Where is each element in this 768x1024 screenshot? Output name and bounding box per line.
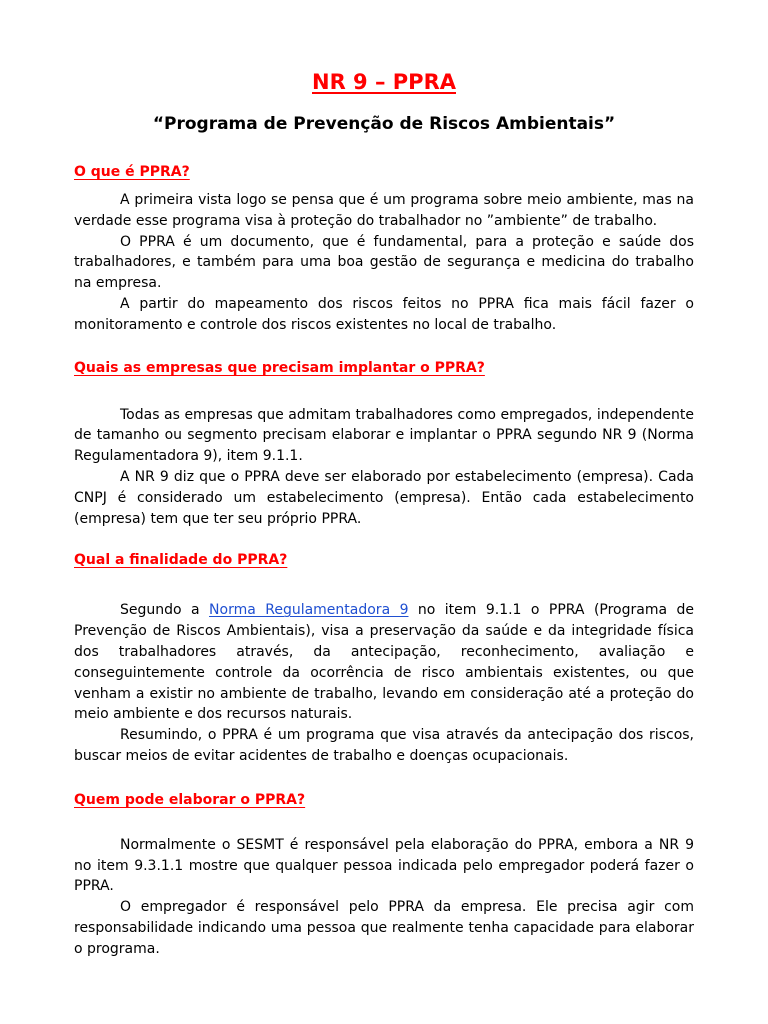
- paragraph-text: no item 9.1.1 o PPRA (Programa de Prevenção de Riscos Ambientais), visa a preservação da saúde e da integridade física dos trabalhadores através, da antecipação, reconhecimento, avaliação e conseguintemente controle da ocorrência de risco ambientais existentes, ou que venham a existir no ambiente de trabalho, levando em consideração até a proteção do meio ambiente e dos recursos naturais.: [74, 602, 694, 723]
- section-heading-text: Quais as empresas que precisam implantar o PPRA?: [74, 359, 485, 376]
- norma-regulamentadora-link[interactable]: Norma Regulamentadora 9: [209, 602, 409, 619]
- section-heading-what-is-ppra: [74, 162, 694, 182]
- paragraph: O PPRA é um documento, que é fundamental, para a proteção e saúde dos trabalhadores, e também para uma boa gestão de segurança e medicina do trabalho na empresa.: [74, 233, 694, 292]
- paragraph: Todas as empresas que admitam trabalhadores como empregados, independente de tamanho ou segmento precisam elaborar e implantar o PPRA segundo NR 9 (Norma Regulamentadora 9), item 9.1.1.: [74, 406, 694, 465]
- paragraph: A partir do mapeamento dos riscos feitos no PPRA fica mais fácil fazer o monitoramento e controle dos riscos existentes no local de trabalho.: [74, 295, 694, 333]
- paragraph: Normalmente o SESMT é responsável pela elaboração do PPRA, embora a NR 9 no item 9.3.1.1 mostre que qualquer pessoa indicada pelo empregador poderá fazer o PPRA.: [74, 836, 694, 895]
- page-subtitle: “Programa de Prevenção de Riscos Ambientais”: [152, 114, 616, 134]
- page-title: [74, 0, 694, 96]
- paragraph: Resumindo, o PPRA é um programa que visa através da antecipação dos riscos, buscar meios de evitar acidentes de trabalho e doenças ocupacionais.: [74, 727, 694, 764]
- section-heading-text: Qual a finalidade do PPRA?: [74, 552, 288, 569]
- section-heading-text: Quem pode elaborar o PPRA?: [74, 791, 306, 808]
- section-heading-who-can-elaborate: [74, 790, 694, 810]
- paragraph: O empregador é responsável pelo PPRA da empresa. Ele precisa agir com responsabilidade indicando uma pessoa que realmente tenha capacidade para elaborar o programa.: [74, 899, 694, 957]
- paragraph: A primeira vista logo se pensa que é um programa sobre meio ambiente, mas na verdade esse programa visa à proteção do trabalhador no ”ambiente” de trabalho.: [74, 192, 694, 229]
- paragraph: A NR 9 diz que o PPRA deve ser elaborado por estabelecimento (empresa). Cada CNPJ é considerado um estabelecimento (empresa). Então cada estabelecimento (empresa) tem que ter seu próprio PPRA.: [74, 468, 694, 527]
- paragraph-text: Segundo a: [120, 602, 210, 619]
- section-heading-text: O que é PPRA?: [74, 164, 190, 180]
- paragraph-with-link: [74, 600, 694, 725]
- section-heading-purpose: [74, 550, 694, 570]
- section-heading-which-companies: [74, 358, 694, 378]
- page-title-text: NR 9 – PPRA: [312, 70, 456, 94]
